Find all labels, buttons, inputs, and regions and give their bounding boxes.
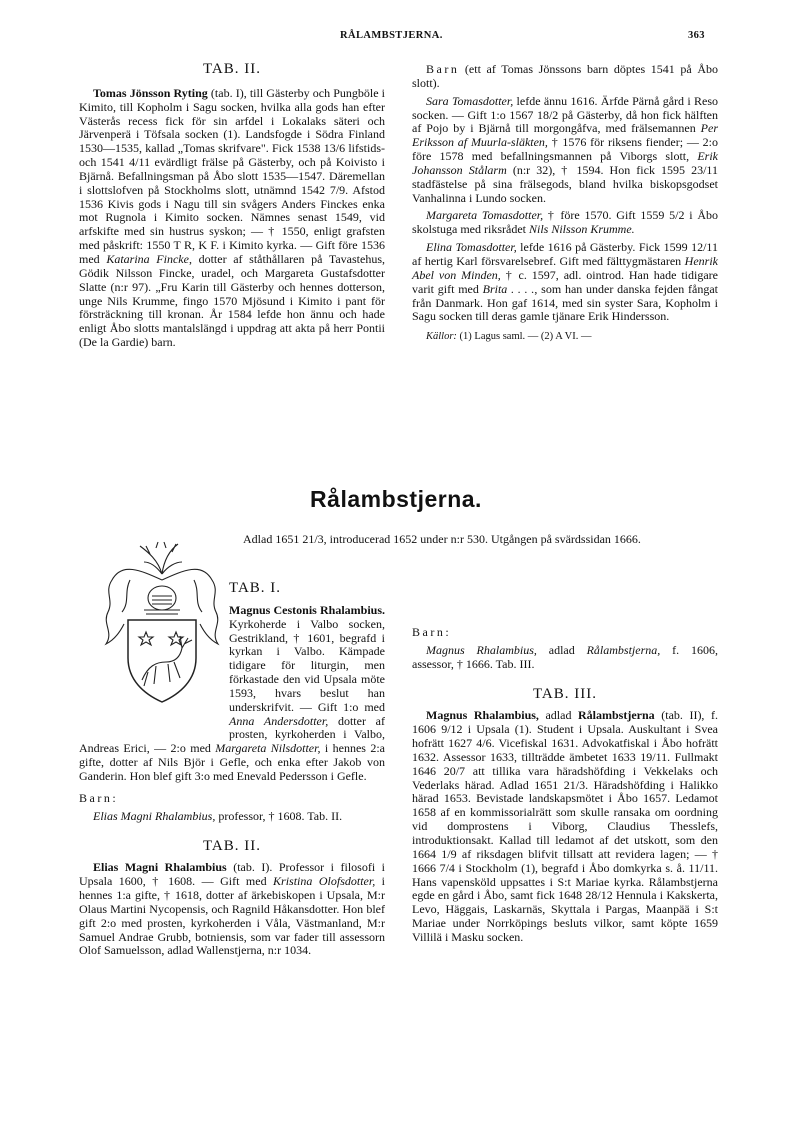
paragraph-text: , dotter af ståthållaren på Tavastehus, Gödik Nilsson Fincke, uradel, och Margareta Gustafsdotter Slatte (n:r 97). „Fru Karin till Gästerby och hennes dotterson, unge Nils Krumme, fingo 1570 Mjösund i Kimito i pant för försträckning till kronan. År 1584 lefde hon ännu och hade enligt Åbo slotts mantalslängd i uppdrag att akta på herr Pontii (De la Gardie) barn.: [79, 251, 386, 350]
child-entry: [412, 644, 718, 672]
paragraph-text: f. 1606, assessor, † 1666. Tab. III.: [412, 642, 718, 671]
paragraph-text: † 1576 för riksens fiender; — 2:o före 1578 med befallningsmannen på Viborgs slott,: [412, 135, 718, 164]
paragraph-text: adlad: [538, 708, 579, 723]
child-entry: [412, 95, 718, 206]
child-entry: [79, 810, 385, 824]
spouse-name: Brita . . . .: [482, 281, 535, 296]
tab-heading: TAB. III.: [532, 685, 598, 702]
child-entry: [412, 241, 718, 324]
tab-heading: TAB. I.: [229, 580, 282, 596]
paragraph-text: adlad: [536, 642, 587, 657]
paragraph-text: (tab. I), till Gästerby och Pungböle i Kimito, till Kopholm i Sagu socken, hvilka alla gods han efter Västerås recess fick för sin arfdel i Lokalaks säteri och Järvenperä i Töfsala socken (1). Landsfogde i Södra Finland 1530—1535, kallad „Tomas skrifvare". Fick 1538 13/6 lifstids- och 1541 4/11 evärdligt frälse på Gästerby, och på Koivisto i Bjärnå. Befallningsman på Åbo slott 1535—1547. Däremellan i slottslofven på Stockholms slott, utnämnd 1542 7/9. Afstod 1536 Kivis gods i Nagu till sin svågers Anders Finckes enka mot Rugnola i Kimito socken. Nämnes senast 1549, vid arfskifte med sin hustrus syskon; — † 1550, enligt grafsten med påskrift: 1550 T R, K F. i Kimito kyrka. — Gift före 1536 med: [79, 85, 386, 266]
sources-label: Källor:: [426, 331, 457, 343]
left-bottom-column: [79, 582, 385, 958]
paragraph-text: † före 1570. Gift 1559 5/2 i Åbo skolstuga med riksrådet: [412, 208, 718, 237]
paragraph-text: i hennes 1:a gifte, † 1618, dotter af ärkebiskopen i Upsala, M:r Olaus Martini Nycopensis, och Ragnild Håkansdotter. Hon blef gift 2:o med prosten, kyrkoherden i Våla, Västmanland, M:r Samuel Andrae Grubb, botniensis, som var fader till assessorn Olof Samuelsson, adlad Wallenstjerna, n:r 1034.: [79, 874, 386, 958]
new-family-name: Rålambstjerna: [578, 708, 655, 723]
paragraph-text: , som han under danska fejden fångat från Danmark. Hon gaf 1614, med sin syster Sara, Kopholm i Sagu socken till deras gamle tjänare Erik Hindersson.: [412, 281, 718, 324]
spouse-name: Nils Nilsson Krumme.: [528, 222, 635, 237]
barn-intro: [412, 63, 718, 91]
new-family-name: Rålambstjerna,: [586, 642, 661, 657]
paragraph-text: Kyrkoherde i Valbo socken, Gestrikland, † 1601, begrafd i kyrkan i Valbo. Kämpade tidigare för liturgin, men förkastade den vid Upsala möte 1593, hvars beslut han underskrifvit. — Gift 1:o med: [229, 616, 385, 714]
spouse-name: Henrik Abel von Minden,: [412, 253, 718, 282]
tab-heading: TAB. II.: [202, 61, 262, 77]
sources-text: (1) Lagus saml. — (2) A VI. —: [456, 331, 592, 343]
person-name: Elias Magni Rhalambius,: [93, 808, 216, 823]
paragraph-text: lefde ännu 1616. Ärfde Pärnå gård i Reso socken. — Gift 1:o 1567 18/2 på Gästerby, då hon fick hälften af Pojo by i Bjärnå till morgongåfva, med frälsemannen: [412, 93, 718, 136]
spouse-name: Kristina Olofsdotter,: [273, 874, 376, 889]
person-name: Tomas Jönsson Ryting: [93, 85, 208, 100]
paragraph-text: (ett af Tomas Jönssons barn döptes 1541 på Åbo slott).: [412, 62, 718, 90]
sources-line: [412, 330, 718, 344]
barn-label: Barn: [426, 62, 460, 76]
page-number: 363: [688, 30, 705, 41]
child-entry: [412, 209, 718, 237]
tab-heading: TAB. II.: [202, 837, 262, 854]
person-name: Margareta Tomasdotter,: [426, 208, 544, 223]
spouse-name: Margareta Nilsdotter,: [215, 741, 321, 756]
paragraph-text: professor, † 1608. Tab. II.: [215, 808, 343, 823]
tomas-jonsson-paragraph: [79, 87, 385, 350]
person-name: Magnus Rhalambius,: [426, 642, 537, 657]
paragraph-text: i hennes 2:a gifte, dotter af Nils Björ i Gefle, och enka efter Jakob von Ganderin. Hon blef gift 3:o med Enevald Pedersson i Gefle.: [79, 741, 385, 783]
paragraph-text: † c. 1597, adl. ointrod. Han hade tidigare varit gift med: [412, 267, 718, 296]
barn-label: Barn:: [412, 625, 452, 639]
person-name: Magnus Rhalambius,: [426, 708, 539, 723]
spouse-name: Per Eriksson af Muurla-släkten,: [412, 121, 718, 150]
family-title: Rålambstjerna.: [310, 486, 482, 512]
paragraph-text: dotter af prosten, kyrkoherden i Valbo, Andreas Erici, — 2:o med: [79, 713, 386, 756]
person-name: Elias Magni Rhalambius: [93, 860, 227, 875]
running-title: RÅLAMBSTJERNA.: [340, 30, 443, 41]
coat-float-spacer: [79, 604, 229, 732]
magnus-rhalambius-paragraph: [412, 709, 718, 944]
paragraph-text: lefde 1616 på Gästerby. Fick 1599 12/11 af hertig Karl försvarelsebref. Gift med fälttygmästaren: [412, 240, 718, 268]
spouse-name: Katarina Fincke: [106, 251, 189, 266]
person-name: Sara Tomasdotter,: [426, 93, 514, 108]
person-name: Elina Tomasdotter,: [426, 240, 517, 255]
paragraph-text: (n:r 32), † 1594. Hon fick 1595 23/11 stadfästelse på sina frälsegods, bland hvilka biskopsgodset Vanhalinna i Lundo socken.: [412, 162, 718, 205]
barn-label: Barn:: [79, 790, 119, 805]
right-top-column: [412, 63, 718, 344]
family-intro: [243, 533, 718, 547]
paragraph-text: (tab. I). Professor i filosofi i Upsala 1600, † 1608. — Gift med: [79, 860, 385, 889]
paragraph-text: (tab. II), f. 1606 9/12 i Upsala (1). Student i Upsala. Auskultant i Svea hofrätt 1627 4/6. Vicefiskal 1631. Advokatfiskal i Åbo hofrätt 1632. Assessor 1633, tillträdde ämbetet 1633 19/11. Fullmakt 1646 20/7 att tillika vara häradshöfding i Vekkelaks och Vederlaks härad. Adlad 1651 21/3. Häradshöfding i Halikko härad 1653. Bevistade landskapsmötet i Åbo 1657. Ledamot 1658 af en kommissorialrätt som skulle ransaka om oordning vid domprostens i Viborg, Claudius Thesslefs, introduktionsakt. Kallad till ledamot af det utskott, som den 1664 1/9 af riksdagen blifvit tillsatt att revidera lagen; — † 1666 7/4 i Stockholm (1), begrafd i Åbo domkyrka s. å. 11/11. Hans vapensköld uppsattes i S:t Mariae kyrka. Rålambstjerna egde en gård i Åbo, samt fick 1648 28/12 Hennula i Kakskerta, Levo, Häggais, Laskarnäs, Skyttala i Pargas, Maanpää i S:t Mariae under Norrköpings besluts vilkor, samt köpte 1659 Villilä i Masku socken.: [412, 708, 718, 944]
intro-text: Adlad 1651 21/3, introducerad 1652 under n:r 530. Utgången på svärdssidan 1666.: [243, 532, 641, 546]
running-header: [0, 30, 792, 46]
spouse-name: Anna Andersdotter,: [229, 713, 329, 728]
magnus-cestonis-paragraph: [79, 604, 385, 784]
right-bottom-column: [412, 622, 718, 945]
elias-magni-paragraph: [79, 861, 385, 958]
left-top-column: [79, 63, 385, 350]
spouse-name: Erik Johansson Stålarm: [412, 149, 718, 177]
person-name: Magnus Cestonis Rhalambius.: [229, 602, 385, 617]
